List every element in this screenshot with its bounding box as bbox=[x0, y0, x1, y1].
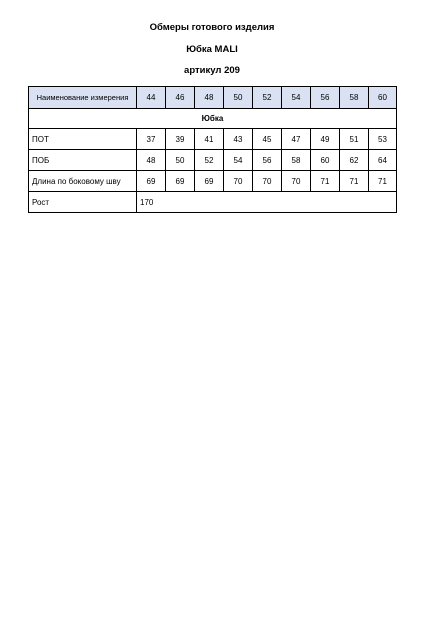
table-cell: 62 bbox=[340, 150, 369, 171]
height-label: Рост bbox=[29, 192, 137, 213]
size-header-cell: 50 bbox=[224, 87, 253, 109]
table-cell: 58 bbox=[282, 150, 311, 171]
row-label: ПОТ bbox=[29, 129, 137, 150]
table-cell: 45 bbox=[253, 129, 282, 150]
size-header-cell: 48 bbox=[195, 87, 224, 109]
size-header-cell: 54 bbox=[282, 87, 311, 109]
size-header-cell: 58 bbox=[340, 87, 369, 109]
table-cell: 64 bbox=[369, 150, 397, 171]
size-header-cell: 56 bbox=[311, 87, 340, 109]
row-label: Длина по боковому шву bbox=[29, 171, 137, 192]
row-label: ПОБ bbox=[29, 150, 137, 171]
size-header-cell: 60 bbox=[369, 87, 397, 109]
table-cell: 50 bbox=[166, 150, 195, 171]
document-title: Обмеры готового изделия bbox=[149, 22, 275, 33]
table-cell: 41 bbox=[195, 129, 224, 150]
table-cell: 48 bbox=[137, 150, 166, 171]
table-cell: 69 bbox=[195, 171, 224, 192]
table-cell: 69 bbox=[166, 171, 195, 192]
table-cell: 53 bbox=[369, 129, 397, 150]
table-cell: 37 bbox=[137, 129, 166, 150]
measurements-table bbox=[28, 86, 397, 213]
table-cell: 70 bbox=[224, 171, 253, 192]
measurement-name-header: Наименование измерения bbox=[29, 87, 137, 109]
table-cell: 70 bbox=[282, 171, 311, 192]
size-header-cell: 44 bbox=[137, 87, 166, 109]
table-cell: 70 bbox=[253, 171, 282, 192]
height-value: 170 bbox=[137, 192, 397, 213]
table-cell: 69 bbox=[137, 171, 166, 192]
height-row bbox=[29, 192, 397, 213]
table-row bbox=[29, 171, 397, 192]
table-cell: 51 bbox=[340, 129, 369, 150]
table-cell: 71 bbox=[340, 171, 369, 192]
table-cell: 49 bbox=[311, 129, 340, 150]
size-header-cell: 46 bbox=[166, 87, 195, 109]
section-row bbox=[29, 109, 397, 129]
table-cell: 71 bbox=[369, 171, 397, 192]
table-cell: 60 bbox=[311, 150, 340, 171]
table-cell: 54 bbox=[224, 150, 253, 171]
table-row bbox=[29, 150, 397, 171]
section-label: Юбка bbox=[29, 109, 397, 129]
table-cell: 71 bbox=[311, 171, 340, 192]
table-cell: 39 bbox=[166, 129, 195, 150]
table-cell: 52 bbox=[195, 150, 224, 171]
table-cell: 43 bbox=[224, 129, 253, 150]
product-name: Юбка MALI bbox=[186, 44, 238, 55]
article-number: артикул 209 bbox=[184, 65, 240, 76]
size-header-cell: 52 bbox=[253, 87, 282, 109]
table-cell: 47 bbox=[282, 129, 311, 150]
size-header-row bbox=[29, 87, 397, 109]
table-cell: 56 bbox=[253, 150, 282, 171]
table-row bbox=[29, 129, 397, 150]
